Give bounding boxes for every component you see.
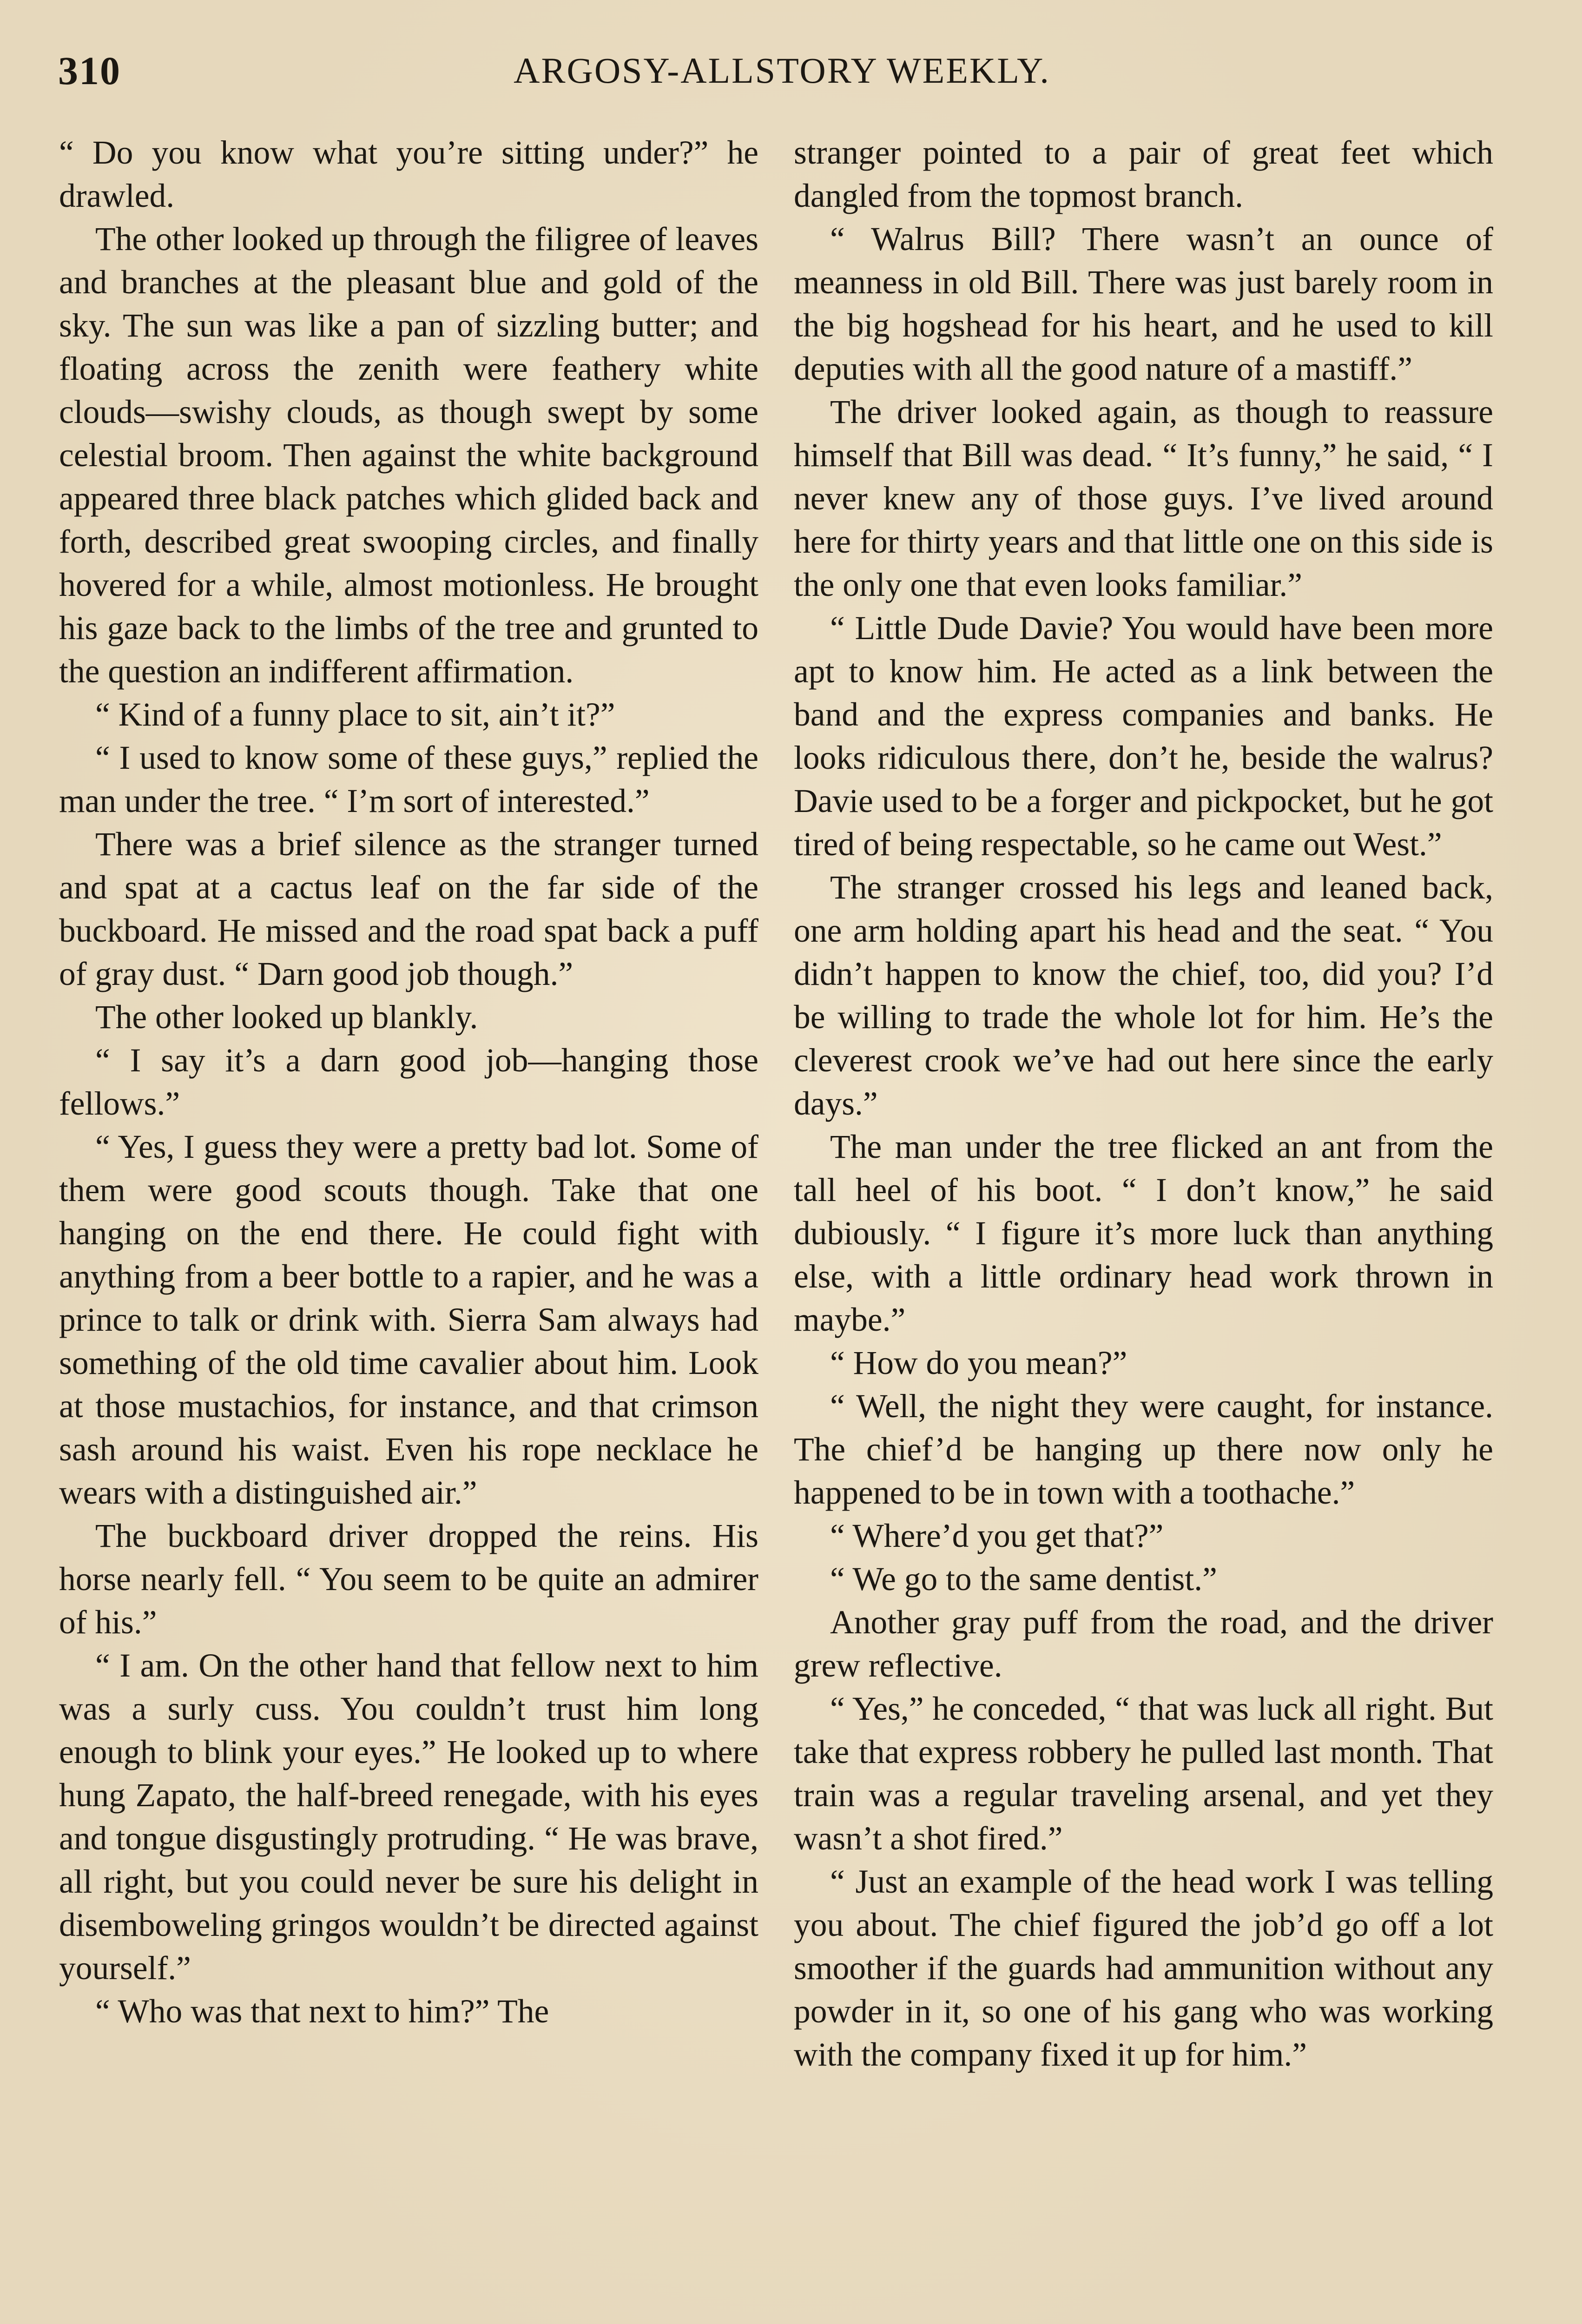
paragraph: The driver looked again, as though to reassure himself that Bill was dead. “ It’s funny,” he said, “ I never knew any of those guys. I’ve lived around here for thirty years and that little one on this side is the only one that even looks familiar.” [794,394,1493,603]
left-text-column [59,131,758,2033]
paragraph: stranger pointed to a pair of great feet which dangled from the topmost branch. [794,134,1493,214]
paragraph: “ Who was that next to him?” The [95,1993,549,2030]
paragraph: There was a brief silence as the stranger turned and spat at a cactus leaf on the far side of the buckboard. He missed and the road spat back a puff of gray dust. “ Darn good job though.” [59,826,758,992]
paragraph: “ How do you mean?” [830,1345,1127,1381]
paragraph: “ I am. On the other hand that fellow next to him was a surly cuss. You couldn’t trust him long enough to blink your eyes.” He looked up to where hung Zapato, the half-breed renegade, with his eyes and tongue disgustingly protruding. “ He was brave, all right, but you could never be sure his delight in disemboweling gringos wouldn’t be directed against yourself.” [59,1647,758,1987]
paragraph: “ Where’d you get that?” [830,1518,1164,1554]
paragraph: “ Yes,” he conceded, “ that was luck all right. But take that express robbery he pulled last month. That train was a regular traveling arsenal, and yet they wasn’t a shot fired.” [794,1690,1493,1857]
paragraph: Another gray puff from the road, and the driver grew reflective. [794,1604,1493,1684]
paragraph: “ Little Dude Davie? You would have been more apt to know him. He acted as a link between the band and the express companies and banks. He looks ridiculous there, don’t he, beside the walrus? Davie used to be a forger and pickpocket, but he got tired of being respectable, so he came out West.” [794,610,1493,863]
paragraph: The stranger crossed his legs and leaned back, one arm holding apart his head and the seat. “ You didn’t happen to know the chief, too, did you? I’d be willing to trade the whole lot for him. He’s the cleverest crook we’ve had out here since the early days.” [794,869,1493,1122]
paragraph: The man under the tree flicked an ant from the tall heel of his boot. “ I don’t know,” he said dubiously. “ I figure it’s more luck than anything else, with a little ordinary head work thrown in maybe.” [794,1129,1493,1338]
paragraph: “ I say it’s a darn good job—hanging those fellows.” [59,1042,758,1122]
paragraph: “ Well, the night they were caught, for instance. The chief’d be hanging up there now only he happened to be in town with a toothache.” [794,1388,1493,1511]
running-title: ARGOSY-ALLSTORY WEEKLY. [514,50,1050,91]
right-text-column [794,131,1493,2076]
page-number: 310 [58,48,121,93]
paragraph: The other looked up blankly. [95,999,478,1036]
paragraph: “ We go to the same dentist.” [830,1561,1217,1598]
paragraph: “ Do you know what you’re sitting under?” he drawled. [59,134,758,214]
paragraph: “ Just an example of the head work I was telling you about. The chief figured the job’d go off a lot smoother if the guards had ammunition without any powder in it, so one of his gang who was working with the company fixed it up for him.” [794,1863,1493,2073]
paragraph: “ I used to know some of these guys,” replied the man under the tree. “ I’m sort of interested.” [59,739,758,819]
paragraph: “ Walrus Bill? There wasn’t an ounce of meanness in old Bill. There was just barely room in the big hogshead for his heart, and he used to kill deputies with all the good nature of a mastiff.” [794,221,1493,387]
page-header [58,43,1506,99]
paragraph: The other looked up through the filigree of leaves and branches at the pleasant blue and gold of the sky. The sun was like a pan of sizzling butter; and floating across the zenith were feathery white clouds—swishy clouds, as though swept by some celestial broom. Then against the white background appeared three black patches which glided back and forth, described great swooping circles, and finally hovered for a while, almost motionless. He brought his gaze back to the limbs of the tree and grunted to the question an indifferent affirmation. [59,221,758,690]
paragraph: “ Yes, I guess they were a pretty bad lot. Some of them were good scouts though. Take that one hanging on the end there. He could fight with anything from a beer bottle to a rapier, and he was a prince to talk or drink with. Sierra Sam always had something of the old time cavalier about him. Look at those mustachios, for instance, and that crimson sash around his waist. Even his rope necklace he wears with a distinguished air.” [59,1129,758,1511]
paragraph: The buckboard driver dropped the reins. His horse nearly fell. “ You seem to be quite an admirer of his.” [59,1518,758,1641]
paragraph: “ Kind of a funny place to sit, ain’t it?” [95,696,615,733]
